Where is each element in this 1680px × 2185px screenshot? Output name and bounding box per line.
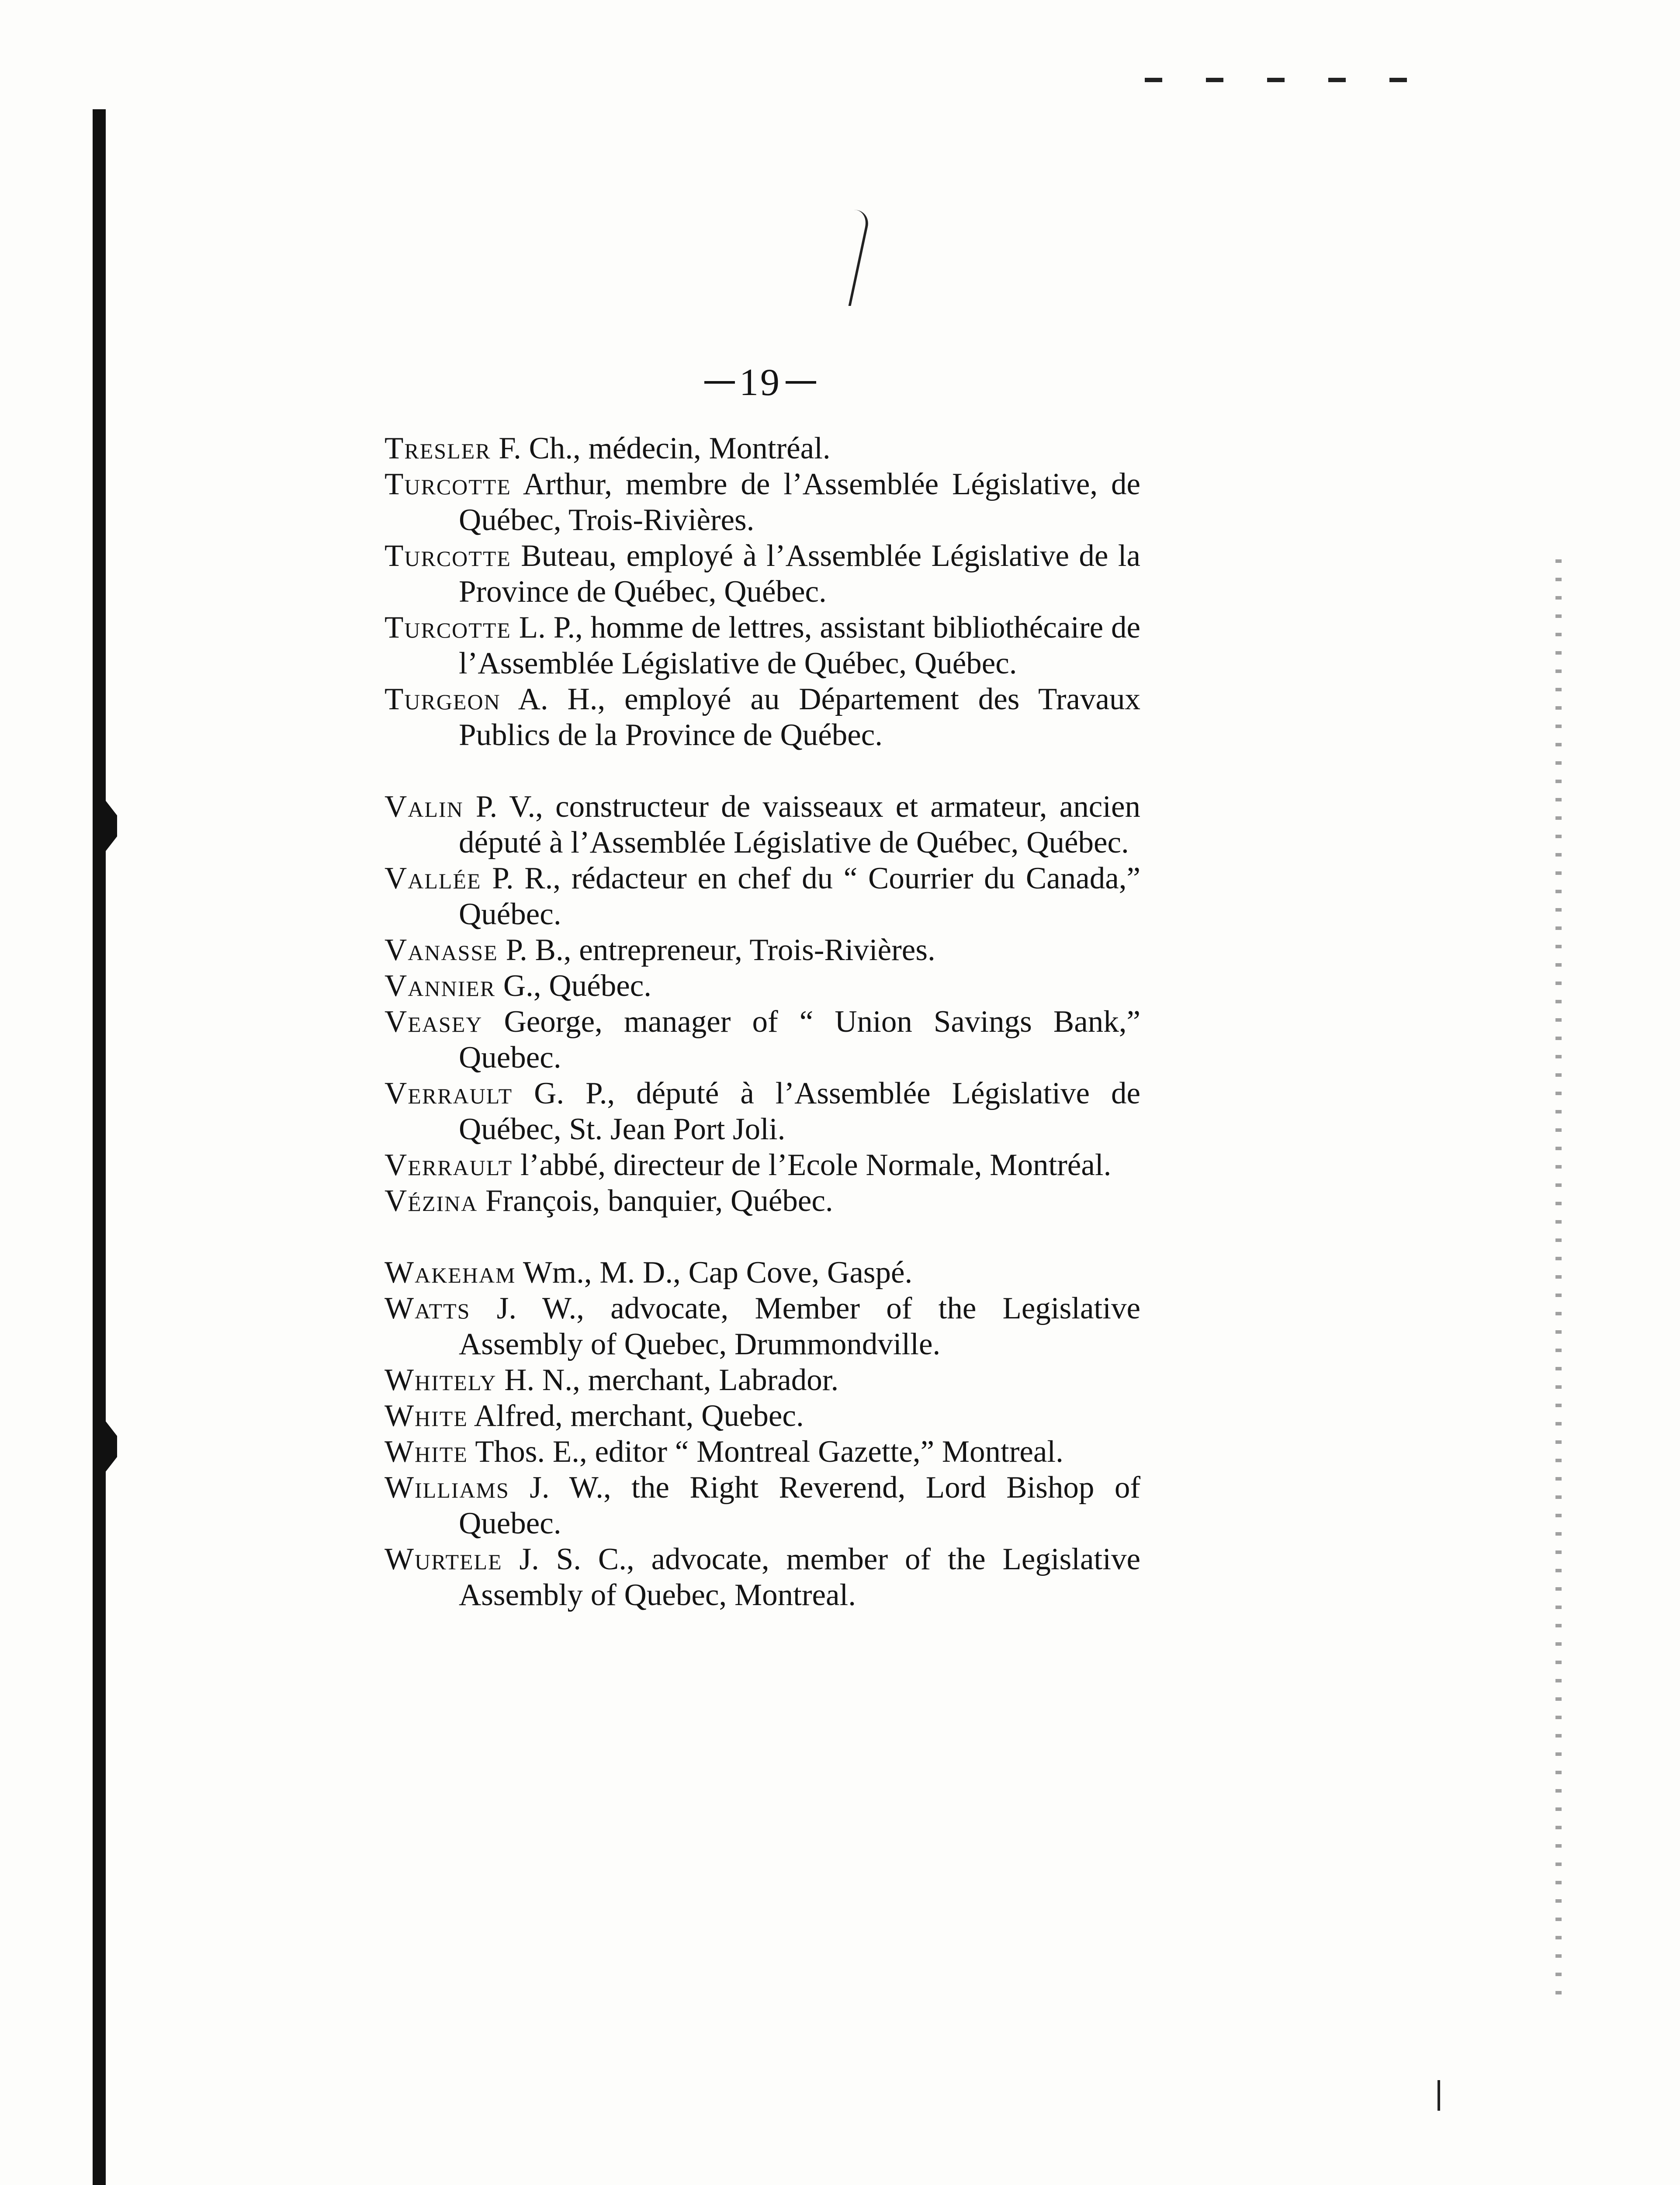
- list-entry: [384, 1147, 1140, 1183]
- entry-details: P. V., constructeur de vaisseaux et armateur, ancien député à l’Assemblée Législative de Québec, Québec.: [459, 790, 1140, 860]
- list-entry: [384, 538, 1140, 610]
- entry-surname: White: [384, 1399, 468, 1433]
- list-entry: [384, 1075, 1140, 1147]
- entry-surname: Whitely: [384, 1363, 497, 1397]
- entry-details: H. N., merchant, Labrador.: [496, 1363, 839, 1397]
- list-entry: [384, 681, 1140, 753]
- list-entry: [384, 789, 1140, 860]
- list-entry: [384, 1004, 1140, 1075]
- list-entry: [384, 1183, 1140, 1219]
- list-entry: [384, 610, 1140, 681]
- entry-details: Wm., M. D., Cap Cove, Gaspé.: [516, 1256, 913, 1290]
- page-number-text: 19: [739, 361, 781, 404]
- entry-details: Arthur, membre de l’Assemblée Législative, de Québec, Trois-Rivières.: [459, 467, 1140, 537]
- entry-details: G. P., député à l’Assemblée Législative de Québec, St. Jean Port Joli.: [459, 1076, 1140, 1146]
- entry-surname: Turcotte: [384, 467, 511, 501]
- entry-surname: Wakeham: [384, 1256, 516, 1290]
- entry-surname: White: [384, 1435, 468, 1469]
- list-entry: [384, 1470, 1140, 1541]
- page-number: [690, 358, 830, 406]
- list-entry: [384, 466, 1140, 538]
- entry-surname: Valin: [384, 790, 464, 824]
- entry-surname: Verrault: [384, 1076, 513, 1110]
- entry-surname: Verrault: [384, 1148, 513, 1182]
- entry-surname: Williams: [384, 1471, 509, 1505]
- entry-details: Alfred, merchant, Quebec.: [468, 1399, 804, 1433]
- list-entry: [384, 968, 1140, 1004]
- page-number-dash-right: [786, 381, 816, 384]
- group-separator: [384, 753, 1140, 789]
- list-entry: [384, 1255, 1140, 1290]
- group-separator: [384, 1219, 1140, 1255]
- entry-details: G., Québec.: [495, 969, 651, 1003]
- page-number-dash-left: [704, 381, 735, 384]
- list-entry: [384, 860, 1140, 932]
- pencil-mark: [822, 210, 872, 306]
- list-entry: [384, 932, 1140, 968]
- entry-details: J. W., advocate, Member of the Legislative Assembly of Quebec, Drummondville.: [459, 1291, 1140, 1361]
- entry-surname: Turcotte: [384, 610, 511, 645]
- entry-surname: Vézina: [384, 1184, 478, 1218]
- entry-details: P. B., entrepreneur, Trois-Rivières.: [498, 933, 935, 967]
- entry-details: J. S. C., advocate, member of the Legislative Assembly of Quebec, Montreal.: [459, 1542, 1140, 1612]
- entry-details: L. P., homme de lettres, assistant bibliothécaire de l’Assemblée Législative de Québec, Québec.: [459, 610, 1140, 680]
- binding-notch-upper: [105, 800, 117, 852]
- binding-notch-lower: [105, 1420, 117, 1473]
- entry-details: P. R., rédacteur en chef du “ Courrier du Canada,” Québec.: [459, 861, 1140, 931]
- entry-details: Buteau, employé à l’Assemblée Législative de la Province de Québec, Québec.: [459, 539, 1140, 609]
- list-entry: [384, 1541, 1140, 1613]
- list-entry: [384, 1290, 1140, 1362]
- entry-surname: Turcotte: [384, 539, 511, 573]
- entry-details: Thos. E., editor “ Montreal Gazette,” Montreal.: [468, 1435, 1063, 1469]
- entry-details: A. H., employé au Département des Travaux Publics de la Province de Québec.: [459, 682, 1140, 752]
- list-entry: [384, 1362, 1140, 1398]
- top-edge-marks: [1145, 78, 1451, 82]
- entry-surname: Wurtele: [384, 1542, 502, 1576]
- entry-details: l’abbé, directeur de l’Ecole Normale, Montréal.: [513, 1148, 1112, 1182]
- corner-mark: [1438, 2080, 1440, 2111]
- entry-surname: Vannier: [384, 969, 496, 1003]
- entry-details: J. W., the Right Reverend, Lord Bishop of Quebec.: [459, 1471, 1140, 1540]
- entry-surname: Vanasse: [384, 933, 498, 967]
- entry-surname: Vallée: [384, 861, 481, 895]
- right-edge-specks: [1555, 559, 1562, 2001]
- entry-details: François, banquier, Québec.: [478, 1184, 833, 1218]
- member-list: [384, 430, 1140, 1613]
- entry-details: George, manager of “ Union Savings Bank,” Quebec.: [459, 1005, 1140, 1075]
- list-entry: [384, 1398, 1140, 1434]
- binding-rule: [93, 109, 106, 2185]
- entry-details: F. Ch., médecin, Montréal.: [491, 431, 831, 465]
- entry-surname: Watts: [384, 1291, 471, 1325]
- entry-surname: Veasey: [384, 1005, 483, 1039]
- list-entry: [384, 1434, 1140, 1470]
- entry-surname: Turgeon: [384, 682, 501, 716]
- entry-surname: Tresler: [384, 431, 491, 465]
- list-entry: [384, 430, 1140, 466]
